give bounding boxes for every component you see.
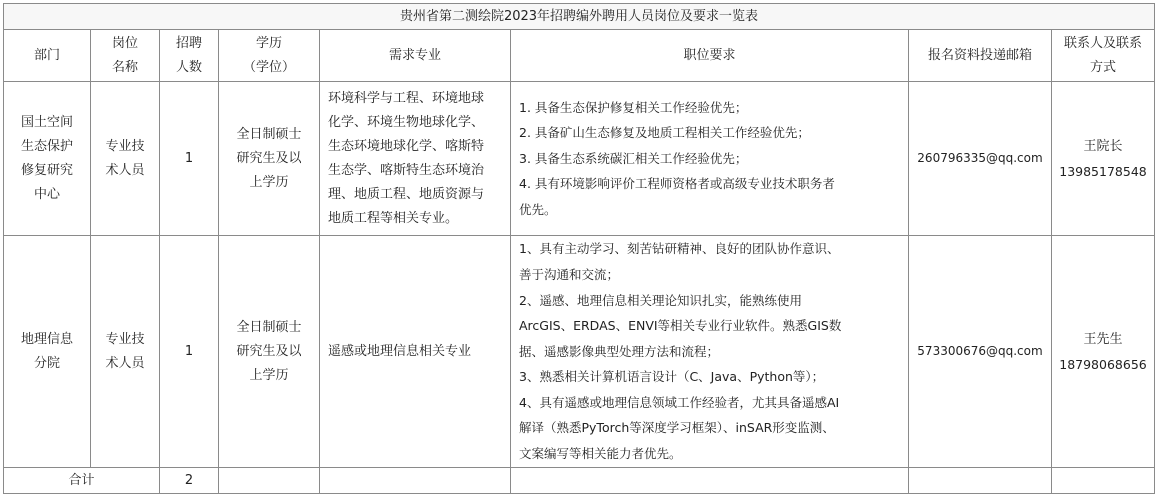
education-cell: 全日制硕士 研究生及以 上学历 xyxy=(219,236,320,468)
total-row xyxy=(4,468,1155,494)
contact-name: 王先生 xyxy=(1083,331,1123,347)
header-education: 学历 （学位） xyxy=(219,30,320,82)
empty-cell xyxy=(1052,468,1155,494)
dept-cell: 国土空间 生态保护 修复研究 中心 xyxy=(4,82,91,236)
dept-cell: 地理信息 分院 xyxy=(4,236,91,468)
table-row xyxy=(4,82,1155,236)
empty-cell xyxy=(511,468,909,494)
header-email: 报名资料投递邮箱 xyxy=(909,30,1052,82)
email-cell[interactable]: 260796335@qq.com xyxy=(909,82,1052,236)
header-dept: 部门 xyxy=(4,30,91,82)
contact-cell xyxy=(1052,236,1155,468)
count-cell: 1 xyxy=(160,236,219,468)
contact-name: 王院长 xyxy=(1083,138,1123,154)
count-cell: 1 xyxy=(160,82,219,236)
total-label: 合计 xyxy=(4,468,160,494)
major-cell: 遥感或地理信息相关专业 xyxy=(320,236,511,468)
empty-cell xyxy=(320,468,511,494)
empty-cell xyxy=(909,468,1052,494)
requirements-cell: 1、具有主动学习、刻苦钻研精神、良好的团队协作意识、 善于沟通和交流； 2、遥感、地理信息相关理论知识扎实，能熟练使用 ArcGIS、ERDAS、ENVI等相关专业行业软件。熟悉GIS数 据、遥感影像典型处理方法和流程； 3、熟悉相关计算机语言设计（C、Java、Python等）； 4、具有遥感或地理信息领域工作经验者，尤其具备遥感AI 解译（熟悉PyTorch等深度学习框架）、inSAR形变监测、 文案编写等相关能力者优先。 xyxy=(511,236,909,468)
header-count: 招聘 人数 xyxy=(160,30,219,82)
table-title: 贵州省第二测绘院2023年招聘编外聘用人员岗位及要求一览表 xyxy=(4,4,1155,30)
header-major: 需求专业 xyxy=(320,30,511,82)
position-cell: 专业技 术人员 xyxy=(91,236,160,468)
email-cell[interactable]: 573300676@qq.com xyxy=(909,236,1052,468)
header-requirements: 职位要求 xyxy=(511,30,909,82)
header-position: 岗位 名称 xyxy=(91,30,160,82)
header-row xyxy=(4,30,1155,82)
contact-phone: 18798068656 xyxy=(1059,356,1147,372)
header-contact: 联系人及联系 方式 xyxy=(1052,30,1155,82)
total-count: 2 xyxy=(160,468,219,494)
contact-cell xyxy=(1052,82,1155,236)
major-cell: 环境科学与工程、环境地球 化学、环境生物地球化学、 生态环境地球化学、喀斯特 生态学、喀斯特生态环境治 理、地质工程、地质资源与 地质工程等相关专业。 xyxy=(320,82,511,236)
requirements-cell: 1. 具备生态保护修复相关工作经验优先； 2. 具备矿山生态修复及地质工程相关工作经验优先； 3. 具备生态系统碳汇相关工作经验优先； 4. 具有环境影响评价工程师资格者或高级专业技术职务者 优先。 xyxy=(511,82,909,236)
contact-phone: 13985178548 xyxy=(1059,163,1147,179)
table-row xyxy=(4,236,1155,468)
recruitment-table xyxy=(3,3,1155,494)
position-cell: 专业技 术人员 xyxy=(91,82,160,236)
empty-cell xyxy=(219,468,320,494)
education-cell: 全日制硕士 研究生及以 上学历 xyxy=(219,82,320,236)
